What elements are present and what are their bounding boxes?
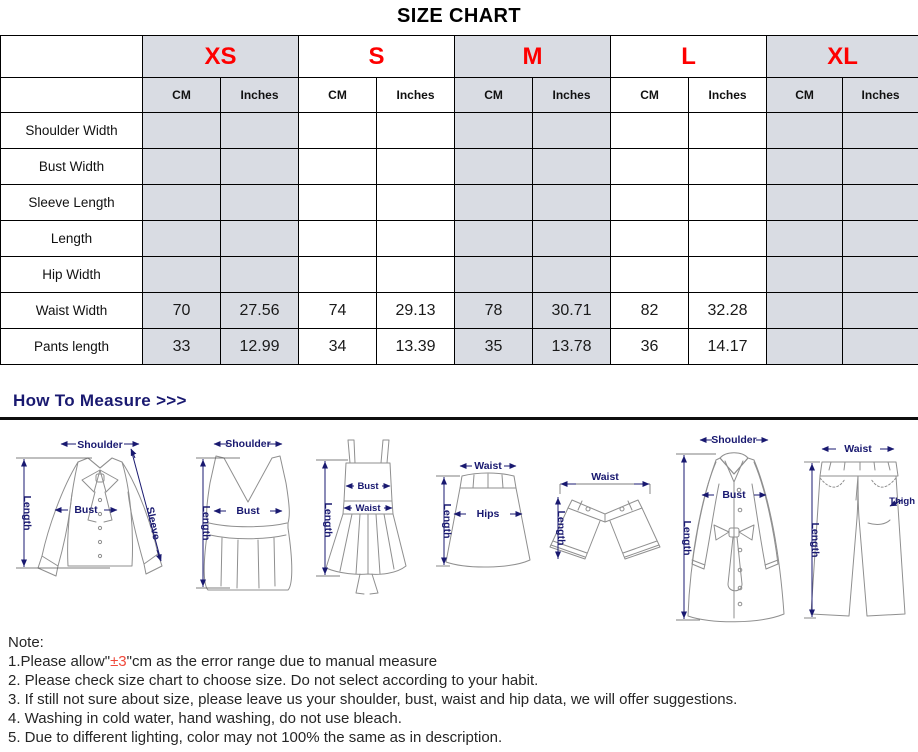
note-line-4: 4. Washing in cold water, hand washing, do not use bleach. <box>8 710 402 727</box>
cell: 32.28 <box>689 293 767 329</box>
skirt-length-label: Length <box>441 503 453 539</box>
unit-cm: CM <box>611 78 689 113</box>
cell: 29.13 <box>377 293 455 329</box>
diagram-shorts <box>550 471 660 559</box>
cell: 70 <box>143 293 221 329</box>
cell <box>299 149 377 185</box>
cell <box>143 185 221 221</box>
note-line-3: 3. If still not sure about size, please leave us your shoulder, bust, waist and hip data, we will offer suggestions. <box>8 691 738 708</box>
cell <box>377 185 455 221</box>
unit-cm: CM <box>767 78 843 113</box>
cell <box>767 221 843 257</box>
cell <box>377 149 455 185</box>
cell <box>611 185 689 221</box>
cell <box>143 221 221 257</box>
corner-cell <box>1 36 143 78</box>
shorts-length-label: Length <box>555 510 567 546</box>
cell <box>767 257 843 293</box>
cell <box>843 257 918 293</box>
heading-text: How To Measure <box>13 391 152 410</box>
cell: 34 <box>299 329 377 365</box>
cell <box>455 221 533 257</box>
chevrons-icon: >>> <box>156 391 187 410</box>
table-row <box>1 185 918 221</box>
cell <box>843 329 918 365</box>
cell <box>767 185 843 221</box>
cell: 35 <box>455 329 533 365</box>
size-header-m: M <box>455 36 611 78</box>
table-row <box>1 113 918 149</box>
cell <box>533 257 611 293</box>
note-1-suffix: "cm as the error range due to manual measure <box>126 653 438 670</box>
cell <box>377 113 455 149</box>
dress-drawing <box>326 440 406 594</box>
note-line-5: 5. Due to different lighting, color may not 100% the same as in description. <box>8 729 503 746</box>
size-table <box>0 35 918 365</box>
cell <box>767 329 843 365</box>
cell <box>455 257 533 293</box>
cell: 12.99 <box>221 329 299 365</box>
cell: 13.39 <box>377 329 455 365</box>
cell <box>843 149 918 185</box>
page-title: SIZE CHART <box>397 5 521 27</box>
cell <box>377 221 455 257</box>
cell <box>843 185 918 221</box>
pants-length-label: Length <box>809 522 821 558</box>
cell: 30.71 <box>533 293 611 329</box>
dress-bust-label: Bust <box>357 481 379 492</box>
note-line-1 <box>8 652 737 671</box>
skirt-hips-label: Hips <box>476 508 500 520</box>
cell <box>611 113 689 149</box>
cell <box>299 185 377 221</box>
dress-length-label: Length <box>322 502 334 538</box>
cell <box>533 113 611 149</box>
cell: 78 <box>455 293 533 329</box>
size-header-row <box>1 36 918 78</box>
note-line-2: 2. Please check size chart to choose size. Do not select according to your habit. <box>8 672 539 689</box>
size-header-xl: XL <box>767 36 918 78</box>
cell <box>455 185 533 221</box>
cell: 82 <box>611 293 689 329</box>
cell <box>689 221 767 257</box>
blouse-drawing <box>38 458 162 576</box>
cell <box>689 185 767 221</box>
unit-inches: Inches <box>377 78 455 113</box>
cell <box>143 113 221 149</box>
divider-line <box>0 417 918 420</box>
unit-header-row <box>1 78 918 113</box>
blouse-length-label: Length <box>21 495 33 531</box>
cell <box>611 221 689 257</box>
cell <box>611 149 689 185</box>
table-row <box>1 329 918 365</box>
skirt-waist-label: Waist <box>474 460 502 472</box>
diagram-strap-dress <box>316 440 406 594</box>
row-label: Shoulder Width <box>1 113 143 149</box>
cell: 33 <box>143 329 221 365</box>
unit-cm: CM <box>299 78 377 113</box>
row-label: Pants length <box>1 329 143 365</box>
cell <box>377 257 455 293</box>
dress-waist-label: Waist <box>355 503 381 514</box>
diagram-tank-top <box>196 438 292 590</box>
diagram-skirt <box>436 460 530 567</box>
cell <box>299 257 377 293</box>
cell <box>299 221 377 257</box>
cell <box>611 257 689 293</box>
cell <box>767 149 843 185</box>
cell <box>767 113 843 149</box>
unit-cm: CM <box>143 78 221 113</box>
cell <box>767 293 843 329</box>
unit-inches: Inches <box>689 78 767 113</box>
cell <box>143 149 221 185</box>
row-label: Sleeve Length <box>1 185 143 221</box>
measure-diagrams <box>0 428 918 633</box>
diagram-blouse <box>16 439 162 576</box>
unit-inches: Inches <box>843 78 918 113</box>
cell: 27.56 <box>221 293 299 329</box>
shorts-waist-label: Waist <box>591 471 619 483</box>
unit-cm: CM <box>455 78 533 113</box>
cell <box>689 257 767 293</box>
table-row <box>1 149 918 185</box>
cell <box>221 113 299 149</box>
row-label: Length <box>1 221 143 257</box>
row-label: Waist Width <box>1 293 143 329</box>
unit-inches: Inches <box>221 78 299 113</box>
notes-section <box>8 633 737 747</box>
size-header-s: S <box>299 36 455 78</box>
diagram-pants <box>804 443 915 618</box>
cell <box>533 185 611 221</box>
cell <box>843 221 918 257</box>
coat-drawing <box>688 453 784 622</box>
skirt-drawing <box>446 473 530 567</box>
cell <box>221 257 299 293</box>
blouse-bust-label: Bust <box>74 504 98 516</box>
cell <box>221 149 299 185</box>
tank-bust-label: Bust <box>236 505 260 517</box>
row-label: Hip Width <box>1 257 143 293</box>
tank-shoulder-label: Shoulder <box>225 438 271 450</box>
table-row <box>1 293 918 329</box>
tank-drawing <box>204 456 292 590</box>
coat-length-label: Length <box>681 520 693 556</box>
tank-length-label: Length <box>200 505 212 541</box>
cell <box>689 113 767 149</box>
cell <box>843 113 918 149</box>
cell <box>455 113 533 149</box>
size-header-xs: XS <box>143 36 299 78</box>
row-label: Bust Width <box>1 149 143 185</box>
blouse-shoulder-label: Shoulder <box>77 439 123 451</box>
cell: 14.17 <box>689 329 767 365</box>
cell <box>843 293 918 329</box>
cell <box>533 221 611 257</box>
pants-thigh-label: Thigh <box>889 496 915 507</box>
cell <box>533 149 611 185</box>
coat-bust-label: Bust <box>722 489 746 501</box>
cell <box>455 149 533 185</box>
cell <box>221 185 299 221</box>
cell: 13.78 <box>533 329 611 365</box>
cell <box>143 257 221 293</box>
table-row <box>1 257 918 293</box>
pants-waist-label: Waist <box>844 443 872 455</box>
size-header-l: L <box>611 36 767 78</box>
cell <box>299 113 377 149</box>
note-1-tolerance: ±3 <box>110 653 127 670</box>
cell <box>689 149 767 185</box>
notes-heading: Note: <box>8 634 44 651</box>
coat-shoulder-label: Shoulder <box>711 434 757 446</box>
cell: 74 <box>299 293 377 329</box>
cell: 36 <box>611 329 689 365</box>
blouse-sleeve-label: Sleeve <box>143 505 163 541</box>
cell <box>221 221 299 257</box>
unit-inches: Inches <box>533 78 611 113</box>
table-row <box>1 221 918 257</box>
note-1-prefix: 1.Please allow" <box>8 653 111 670</box>
corner-cell-2 <box>1 78 143 113</box>
diagram-coat <box>676 434 784 622</box>
pants-drawing <box>811 462 905 616</box>
how-to-measure-heading <box>13 391 187 411</box>
